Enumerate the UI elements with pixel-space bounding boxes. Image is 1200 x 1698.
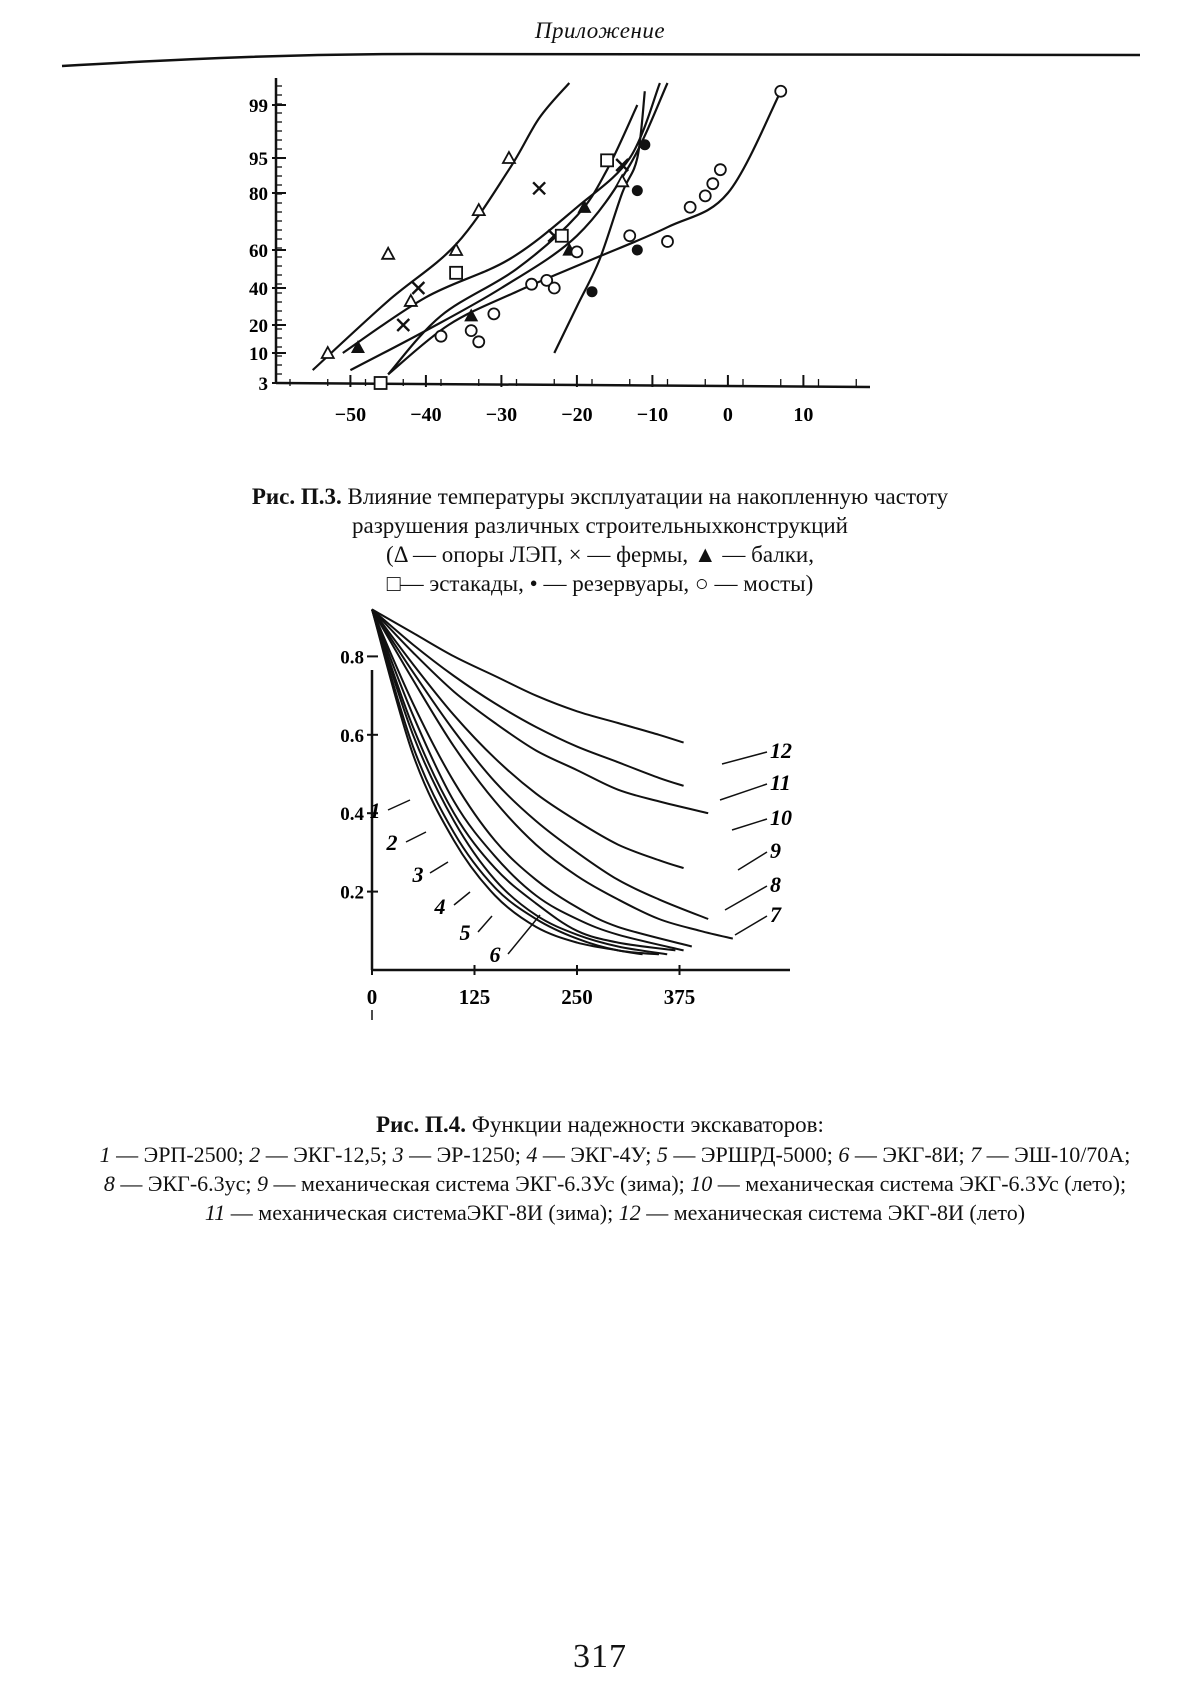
fig3-x-tick-label: 0 bbox=[723, 404, 733, 426]
fig4-caption-text: Функции надежности экскаваторов: bbox=[472, 1112, 824, 1137]
figure-3-chart bbox=[230, 78, 970, 478]
fig4-curve-label-8: 8 bbox=[770, 872, 781, 897]
fig4-legend-text: — ЭРП-2500; bbox=[111, 1142, 244, 1167]
fig4-legend-item bbox=[657, 1142, 833, 1167]
fig3-curve-series-6 bbox=[388, 91, 781, 374]
fig4-label-leader-6 bbox=[508, 915, 540, 954]
fig3-marker-square-open bbox=[375, 377, 387, 389]
fig4-label-leader-1 bbox=[388, 800, 410, 810]
fig4-label-leader-11 bbox=[720, 784, 767, 800]
fig4-curve-4 bbox=[372, 609, 675, 950]
fig3-x-tick-label: −10 bbox=[637, 404, 668, 426]
fig3-y-tick-label: 40 bbox=[249, 279, 268, 300]
fig4-legend-number: 3 bbox=[393, 1142, 404, 1167]
fig4-legend-item bbox=[393, 1142, 521, 1167]
fig4-curve-label-2: 2 bbox=[386, 830, 398, 855]
document-page bbox=[0, 0, 1200, 1698]
fig4-legend-text: — ЭР-1250; bbox=[404, 1142, 521, 1167]
fig4-curve-label-10: 10 bbox=[770, 805, 792, 830]
fig4-y-tick-label: 0.2 bbox=[340, 883, 364, 904]
fig4-legend-text: — механическая система ЭКГ-6.3Ус (зима); bbox=[268, 1171, 685, 1196]
fig3-caption-text-2: разрушения различных строительныхконструкций bbox=[60, 511, 1140, 540]
fig3-x-tick-label: −40 bbox=[410, 404, 441, 426]
fig4-legend-item bbox=[970, 1142, 1130, 1167]
fig3-curves bbox=[313, 83, 781, 374]
fig3-marker-square-open bbox=[450, 267, 462, 279]
fig3-marker-circle-open bbox=[707, 178, 718, 189]
fig4-x-tick-label: 0 bbox=[367, 985, 378, 1009]
fig3-y-tick-label: 60 bbox=[249, 241, 268, 262]
fig3-x-tick-label: 10 bbox=[793, 404, 813, 426]
fig3-marker-circle-open bbox=[436, 331, 447, 342]
fig3-marker-circle-filled bbox=[587, 286, 598, 297]
fig4-x-tick-labels bbox=[367, 985, 696, 1009]
fig3-legend-line-1: (Δ — опоры ЛЭП, × — фермы, ▲ — балки, bbox=[60, 540, 1140, 569]
figure-4-legend bbox=[95, 1140, 1135, 1227]
fig3-y-tick-labels bbox=[249, 96, 268, 395]
fig3-marker-circle-filled bbox=[632, 185, 643, 196]
fig3-marker-square-open bbox=[601, 154, 613, 166]
fig3-marker-cross bbox=[533, 182, 545, 194]
figure-4-chart bbox=[330, 670, 890, 1110]
fig4-legend-number: 12 bbox=[619, 1200, 641, 1225]
fig3-curve-series-5 bbox=[554, 91, 645, 353]
fig4-curve-label-12: 12 bbox=[770, 738, 792, 763]
fig3-x-tick-labels bbox=[335, 404, 814, 426]
fig4-curve-5 bbox=[372, 609, 684, 950]
fig4-label-leader-5 bbox=[478, 916, 492, 932]
fig3-marker-cross bbox=[397, 319, 409, 331]
fig3-curve-series-1 bbox=[313, 83, 570, 370]
fig3-marker-triangle-filled bbox=[352, 341, 364, 352]
fig4-curve-label-4: 4 bbox=[434, 894, 446, 919]
fig4-label-leader-4 bbox=[454, 892, 470, 905]
fig4-curve-2 bbox=[372, 609, 659, 954]
fig3-y-tick-label: 3 bbox=[259, 374, 269, 395]
fig4-legend-number: 5 bbox=[657, 1142, 668, 1167]
fig4-legend-item bbox=[690, 1171, 1126, 1196]
fig4-legend-number: 7 bbox=[970, 1142, 981, 1167]
fig4-legend-item bbox=[526, 1142, 651, 1167]
fig3-marker-circle-open bbox=[473, 336, 484, 347]
fig4-label-leader-10 bbox=[732, 819, 767, 830]
fig4-label-leader-3 bbox=[430, 862, 448, 873]
fig4-legend-text: — ЭРШРД-5000; bbox=[668, 1142, 833, 1167]
fig4-curve-label-9: 9 bbox=[770, 838, 781, 863]
fig3-marker-circle-open bbox=[549, 283, 560, 294]
fig3-y-tick-label: 99 bbox=[249, 96, 268, 117]
figure-4-caption bbox=[60, 1110, 1140, 1139]
fig3-curve-series-2 bbox=[343, 83, 660, 353]
fig4-curve-10 bbox=[372, 609, 708, 813]
fig4-legend-item bbox=[257, 1171, 685, 1196]
fig4-legend-text: — ЭКГ-8И; bbox=[849, 1142, 964, 1167]
header-rule bbox=[0, 0, 1200, 70]
fig4-legend-text: — механическая системаЭКГ-8И (зима); bbox=[225, 1200, 613, 1225]
fig3-x-tick-label: −20 bbox=[561, 404, 592, 426]
fig3-marker-circle-filled bbox=[639, 139, 650, 150]
fig4-legend-item bbox=[619, 1200, 1025, 1225]
fig4-y-tick-label: 0.8 bbox=[340, 647, 364, 668]
fig4-legend-item bbox=[104, 1171, 252, 1196]
fig3-marker-cross bbox=[412, 282, 424, 294]
fig3-y-tick-label: 80 bbox=[249, 184, 268, 205]
fig3-caption-text-1: Влияние температуры эксплуатации на накопленную частоту bbox=[347, 484, 948, 509]
fig4-legend-item bbox=[205, 1200, 613, 1225]
fig3-marker-circle-open bbox=[624, 230, 635, 241]
fig4-label-leader-7 bbox=[735, 916, 767, 935]
fig4-legend-number: 9 bbox=[257, 1171, 268, 1196]
fig4-label-leader-9 bbox=[738, 852, 767, 870]
fig3-marker-circle-open bbox=[488, 308, 499, 319]
fig4-legend-text: — механическая система ЭКГ-6.3Ус (лето); bbox=[712, 1171, 1126, 1196]
fig4-legend-item bbox=[249, 1142, 387, 1167]
fig3-marker-square-open bbox=[556, 230, 568, 242]
fig3-marker-circle-open bbox=[700, 190, 711, 201]
fig4-legend-item bbox=[838, 1142, 964, 1167]
fig3-curve-series-3 bbox=[350, 83, 667, 370]
fig4-label-leader-8 bbox=[725, 886, 767, 910]
fig4-x-tick-label: 250 bbox=[561, 985, 593, 1009]
figure-3-caption bbox=[60, 482, 1140, 598]
fig4-y-tick-label: 0.4 bbox=[340, 804, 364, 825]
fig4-legend-text: — ЭШ-10/70А; bbox=[981, 1142, 1130, 1167]
fig3-marker-circle-open bbox=[571, 246, 582, 257]
fig3-marker-circle-open bbox=[715, 164, 726, 175]
fig4-curve-label-7: 7 bbox=[770, 902, 782, 927]
fig3-curve-series-4 bbox=[388, 105, 637, 374]
fig3-marker-triangle-open bbox=[616, 175, 628, 186]
fig4-legend-item bbox=[100, 1142, 244, 1167]
fig4-legend-number: 10 bbox=[690, 1171, 712, 1196]
fig4-y-tick-labels bbox=[340, 647, 364, 903]
fig3-marker-triangle-open bbox=[382, 248, 394, 259]
fig3-caption-label: Рис. П.3. bbox=[252, 484, 342, 509]
page-number: 317 bbox=[0, 1638, 1200, 1676]
fig3-y-tick-label: 95 bbox=[249, 149, 268, 170]
fig4-legend-number: 8 bbox=[104, 1171, 115, 1196]
fig4-label-leader-12 bbox=[722, 752, 767, 764]
fig4-label-leader-2 bbox=[406, 832, 426, 842]
fig4-legend-text: — ЭКГ-4У; bbox=[537, 1142, 651, 1167]
fig4-legend-text: — механическая система ЭКГ-8И (лето) bbox=[641, 1200, 1025, 1225]
fig3-marks bbox=[322, 86, 787, 389]
fig4-y-tick-label: 0.6 bbox=[340, 726, 364, 747]
fig3-marker-circle-filled bbox=[632, 245, 643, 256]
fig3-marker-triangle-open bbox=[405, 295, 417, 306]
fig4-curve-label-5: 5 bbox=[460, 920, 471, 945]
fig4-curve-label-1: 1 bbox=[370, 798, 381, 823]
fig4-legend-number: 4 bbox=[526, 1142, 537, 1167]
fig4-legend-number: 2 bbox=[249, 1142, 260, 1167]
fig4-legend-text: — ЭКГ-6.3ус; bbox=[115, 1171, 252, 1196]
fig3-x-tick-label: −50 bbox=[335, 404, 366, 426]
fig3-y-tick-label: 20 bbox=[249, 316, 268, 337]
fig3-marker-circle-open bbox=[775, 86, 786, 97]
fig4-curve-label-11: 11 bbox=[770, 770, 791, 795]
fig4-curve-label-6: 6 bbox=[490, 942, 501, 967]
fig3-legend-line-2: □— эстакады, • — резервуары, ○ — мосты) bbox=[60, 569, 1140, 598]
fig4-x-tick-label: 375 bbox=[664, 985, 696, 1009]
fig3-x-tick-label: −30 bbox=[486, 404, 517, 426]
fig3-marker-circle-open bbox=[526, 279, 537, 290]
fig4-curve-label-3: 3 bbox=[412, 862, 424, 887]
fig4-x-tick-label: 125 bbox=[459, 985, 491, 1009]
fig3-marker-circle-open bbox=[685, 202, 696, 213]
fig4-legend-number: 6 bbox=[838, 1142, 849, 1167]
fig3-y-tick-label: 10 bbox=[249, 344, 268, 365]
fig4-legend-text: — ЭКГ-12,5; bbox=[260, 1142, 387, 1167]
running-title: Приложение bbox=[0, 18, 1200, 44]
fig4-curve-7 bbox=[372, 609, 733, 938]
fig4-legend-number: 1 bbox=[100, 1142, 111, 1167]
fig3-marker-circle-open bbox=[662, 236, 673, 247]
fig4-curves bbox=[372, 609, 733, 954]
fig4-caption-label: Рис. П.4. bbox=[376, 1112, 466, 1137]
fig3-marker-triangle-open bbox=[503, 152, 515, 163]
fig3-marker-circle-open bbox=[466, 325, 477, 336]
fig4-legend-number: 11 bbox=[205, 1200, 225, 1225]
